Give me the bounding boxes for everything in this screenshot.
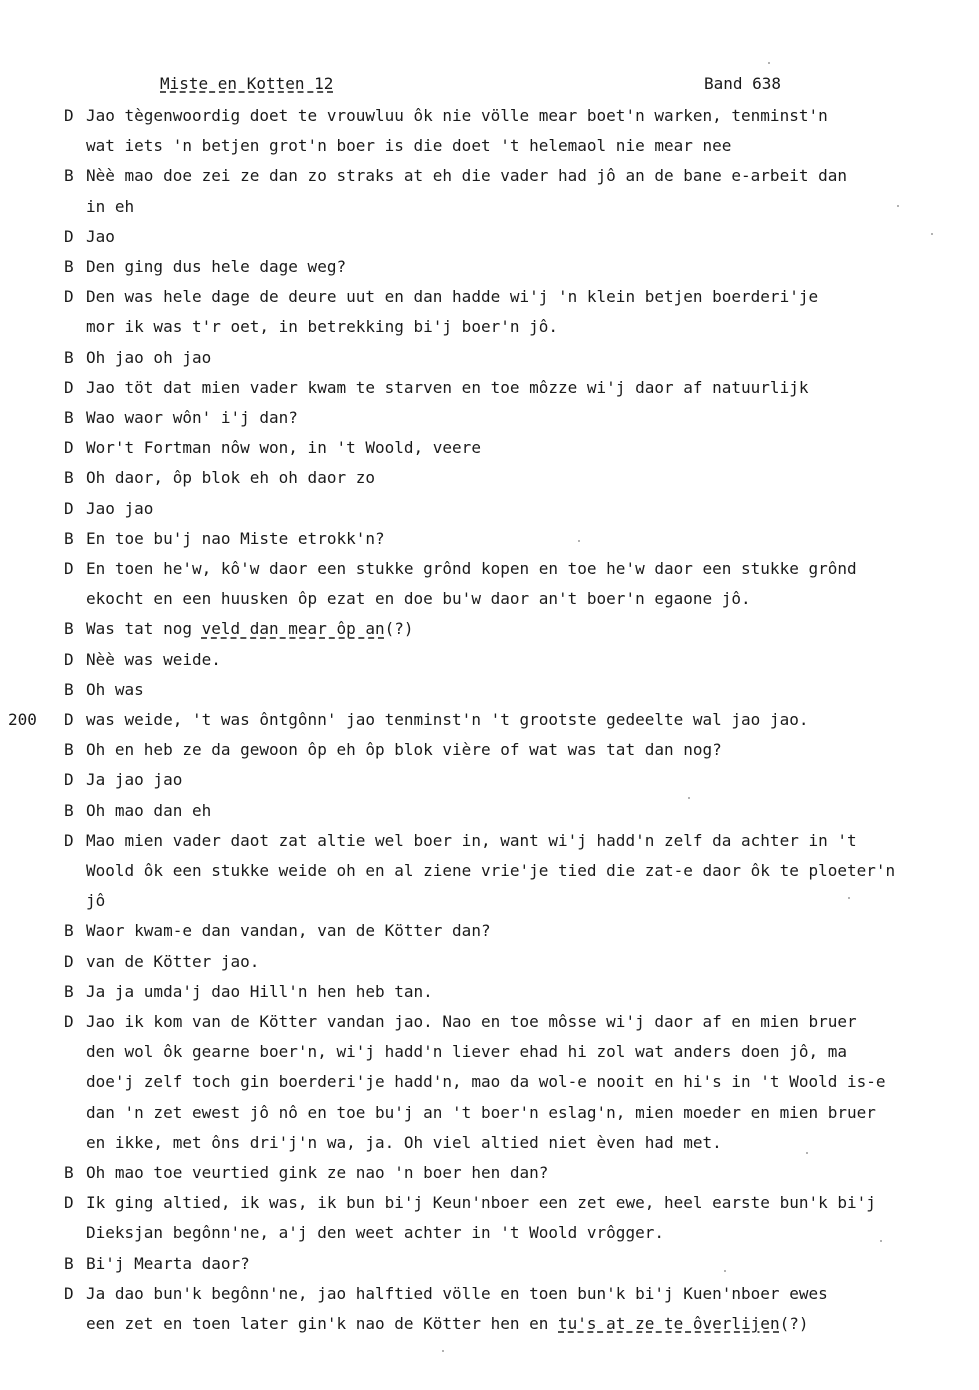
utterance-text: Oh mao dan eh bbox=[86, 800, 212, 820]
utterance-text: Ja dao bun'k begônn'ne, jao halftied völle en toen bun'k bi'j Kuen'nboer ewes bbox=[86, 1283, 828, 1303]
speaker-label: D bbox=[64, 1012, 74, 1031]
utterance-text: dan 'n zet ewest jô nô en toe bu'j an 't boer'n eslag'n, mien moeder en mien bruer bbox=[86, 1102, 876, 1122]
utterance-text: Oh en heb ze da gewoon ôp eh ôp blok vière of wat was tat dan nog? bbox=[86, 740, 722, 760]
utterance-text: ekocht en een huusken ôp ezat en doe bu'w daor an't boer'n egaone jô. bbox=[86, 589, 751, 609]
scan-speck bbox=[768, 62, 770, 64]
scan-speck bbox=[880, 1240, 882, 1242]
utterance-text: Nèè mao doe zei ze dan zo straks at eh die vader had jô an de bane e-arbeit dan bbox=[86, 166, 847, 186]
speaker-label: D bbox=[64, 438, 74, 458]
scan-speck bbox=[806, 1152, 808, 1154]
uncertain-marker: (?) bbox=[779, 1314, 809, 1333]
utterance-text: En toe bu'j nao Miste etrokk'n? bbox=[86, 528, 385, 548]
scan-speck bbox=[724, 1270, 726, 1272]
utterance-text: wat iets 'n betjen grot'n boer is die doet 't helemaol nie mear nee bbox=[86, 136, 732, 156]
scan-speck bbox=[688, 797, 690, 799]
scan-speck bbox=[578, 540, 580, 542]
utterance-text: Wao waor wôn' i'j dan? bbox=[86, 408, 298, 427]
utterance-text: Mao mien vader daot zat altie wel boer in, want wi'j hadd'n zelf da achter in 't bbox=[86, 830, 857, 850]
utterance-text-before: Was tat nog bbox=[86, 619, 202, 639]
utterance-text: Ja jao jao bbox=[86, 770, 183, 790]
speaker-label: B bbox=[64, 740, 74, 760]
utterance-text: en ikke, met ôns dri'j'n wa, ja. Oh viel altied niet èven had met. bbox=[86, 1132, 722, 1152]
speaker-label: D bbox=[64, 106, 74, 125]
uncertain-transcription: tu's at ze te ôverlijen bbox=[558, 1314, 780, 1333]
speaker-label: B bbox=[64, 1253, 74, 1273]
utterance-text: Ja ja umda'j dao Hill'n hen heb tan. bbox=[86, 981, 433, 1001]
utterance-text: Jao töt dat mien vader kwam te starven en toe môzze wi'j daor af natuurlijk bbox=[86, 377, 809, 397]
speaker-label: B bbox=[64, 679, 74, 699]
document-title: Miste en Kotten 12 bbox=[160, 74, 334, 93]
speaker-label: D bbox=[64, 226, 74, 246]
utterance-text bbox=[86, 616, 414, 642]
speaker-label: D bbox=[64, 1283, 74, 1303]
speaker-label: D bbox=[64, 287, 74, 307]
utterance-text: Woold ôk een stukke weide oh en al ziene vrie'je tied die zat-e daor ôk te ploeter'n bbox=[86, 861, 896, 880]
utterance-text: in eh bbox=[86, 196, 135, 216]
speaker-label: B bbox=[64, 921, 74, 941]
utterance-text-before: een zet en toen later gin'k nao de Kötter hen en bbox=[86, 1314, 559, 1333]
speaker-label: B bbox=[64, 166, 74, 186]
scan-speck bbox=[897, 205, 899, 207]
utterance-text: den wol ôk gearne boer'n, wi'j hadd'n liever ehad hi zol wat anders doen jô, ma bbox=[86, 1042, 847, 1062]
utterance-text: Oh daor, ôp blok eh oh daor zo bbox=[86, 468, 375, 488]
uncertain-transcription: veld dan mear ôp an bbox=[201, 619, 385, 639]
utterance-text: mor ik was t'r oet, in betrekking bi'j boer'n jô. bbox=[86, 317, 559, 337]
speaker-label: D bbox=[64, 377, 74, 397]
utterance-text: Waor kwam-e dan vandan, van de Kötter dan? bbox=[86, 921, 491, 941]
utterance-text: was weide, 't was ôntgônn' jao tenminst'n 't grootste gedeelte wal jao jao. bbox=[86, 710, 809, 729]
speaker-label: D bbox=[64, 951, 74, 971]
band-label: Band 638 bbox=[704, 74, 782, 93]
scan-speck bbox=[848, 897, 850, 899]
speaker-label: B bbox=[64, 408, 74, 427]
speaker-label: B bbox=[64, 528, 74, 548]
speaker-label: D bbox=[64, 559, 74, 578]
uncertain-marker: (?) bbox=[384, 619, 414, 639]
utterance-text: En toen he'w, kô'w daor een stukke grônd kopen en toe he'w daor een stukke grônd bbox=[86, 559, 857, 578]
utterance-text: doe'j zelf toch gin boerderi'je hadd'n, mao da wol-e nooit en hi's in 't Woold is-e bbox=[86, 1072, 886, 1092]
speaker-label: D bbox=[64, 710, 74, 729]
utterance-text: Oh was bbox=[86, 679, 144, 699]
speaker-label: B bbox=[64, 981, 74, 1001]
line-number: 200 bbox=[8, 710, 37, 729]
utterance-text: Jao ik kom van de Kötter vandan jao. Nao en toe môsse wi'j daor af en mien bruer bbox=[86, 1012, 857, 1031]
speaker-label: D bbox=[64, 830, 74, 850]
utterance-text: van de Kötter jao. bbox=[86, 951, 260, 971]
utterance-text: Den was hele dage de deure uut en dan hadde wi'j 'n klein betjen boerderi'je bbox=[86, 287, 819, 307]
speaker-label: D bbox=[64, 649, 74, 669]
utterance-text: Jao tègenwoordig doet te vrouwluu ôk nie völle mear boet'n warken, tenminst'n bbox=[86, 106, 828, 125]
speaker-label: B bbox=[64, 619, 74, 639]
speaker-label: B bbox=[64, 347, 74, 367]
speaker-label: B bbox=[64, 1163, 74, 1182]
utterance-text: Den ging dus hele dage weg? bbox=[86, 257, 347, 276]
utterance-text: Ik ging altied, ik was, ik bun bi'j Keun'nboer een zet ewe, heel earste bun'k bi'j bbox=[86, 1193, 876, 1213]
utterance-text: jô bbox=[86, 891, 106, 911]
speaker-label: B bbox=[64, 468, 74, 488]
utterance-text: Bi'j Mearta daor? bbox=[86, 1253, 250, 1273]
utterance-text bbox=[86, 1311, 808, 1337]
speaker-label: B bbox=[64, 257, 74, 276]
utterance-text: Jao bbox=[86, 226, 115, 246]
page-header bbox=[0, 74, 979, 100]
speaker-label: D bbox=[64, 1193, 74, 1213]
utterance-text: Oh mao toe veurtied gink ze nao 'n boer hen dan? bbox=[86, 1163, 549, 1182]
utterance-text: Dieksjan begônn'ne, a'j den weet achter in 't Woold vrôgger. bbox=[86, 1223, 664, 1243]
speaker-label: D bbox=[64, 498, 74, 518]
utterance-text: Jao jao bbox=[86, 498, 154, 518]
utterance-text: Nèè was weide. bbox=[86, 649, 221, 669]
scan-speck bbox=[442, 1350, 444, 1352]
speaker-label: D bbox=[64, 770, 74, 790]
utterance-text: Oh jao oh jao bbox=[86, 347, 212, 367]
utterance-text: Wor't Fortman nôw won, in 't Woold, veere bbox=[86, 438, 481, 458]
scan-speck bbox=[931, 233, 933, 235]
speaker-label: B bbox=[64, 800, 74, 820]
